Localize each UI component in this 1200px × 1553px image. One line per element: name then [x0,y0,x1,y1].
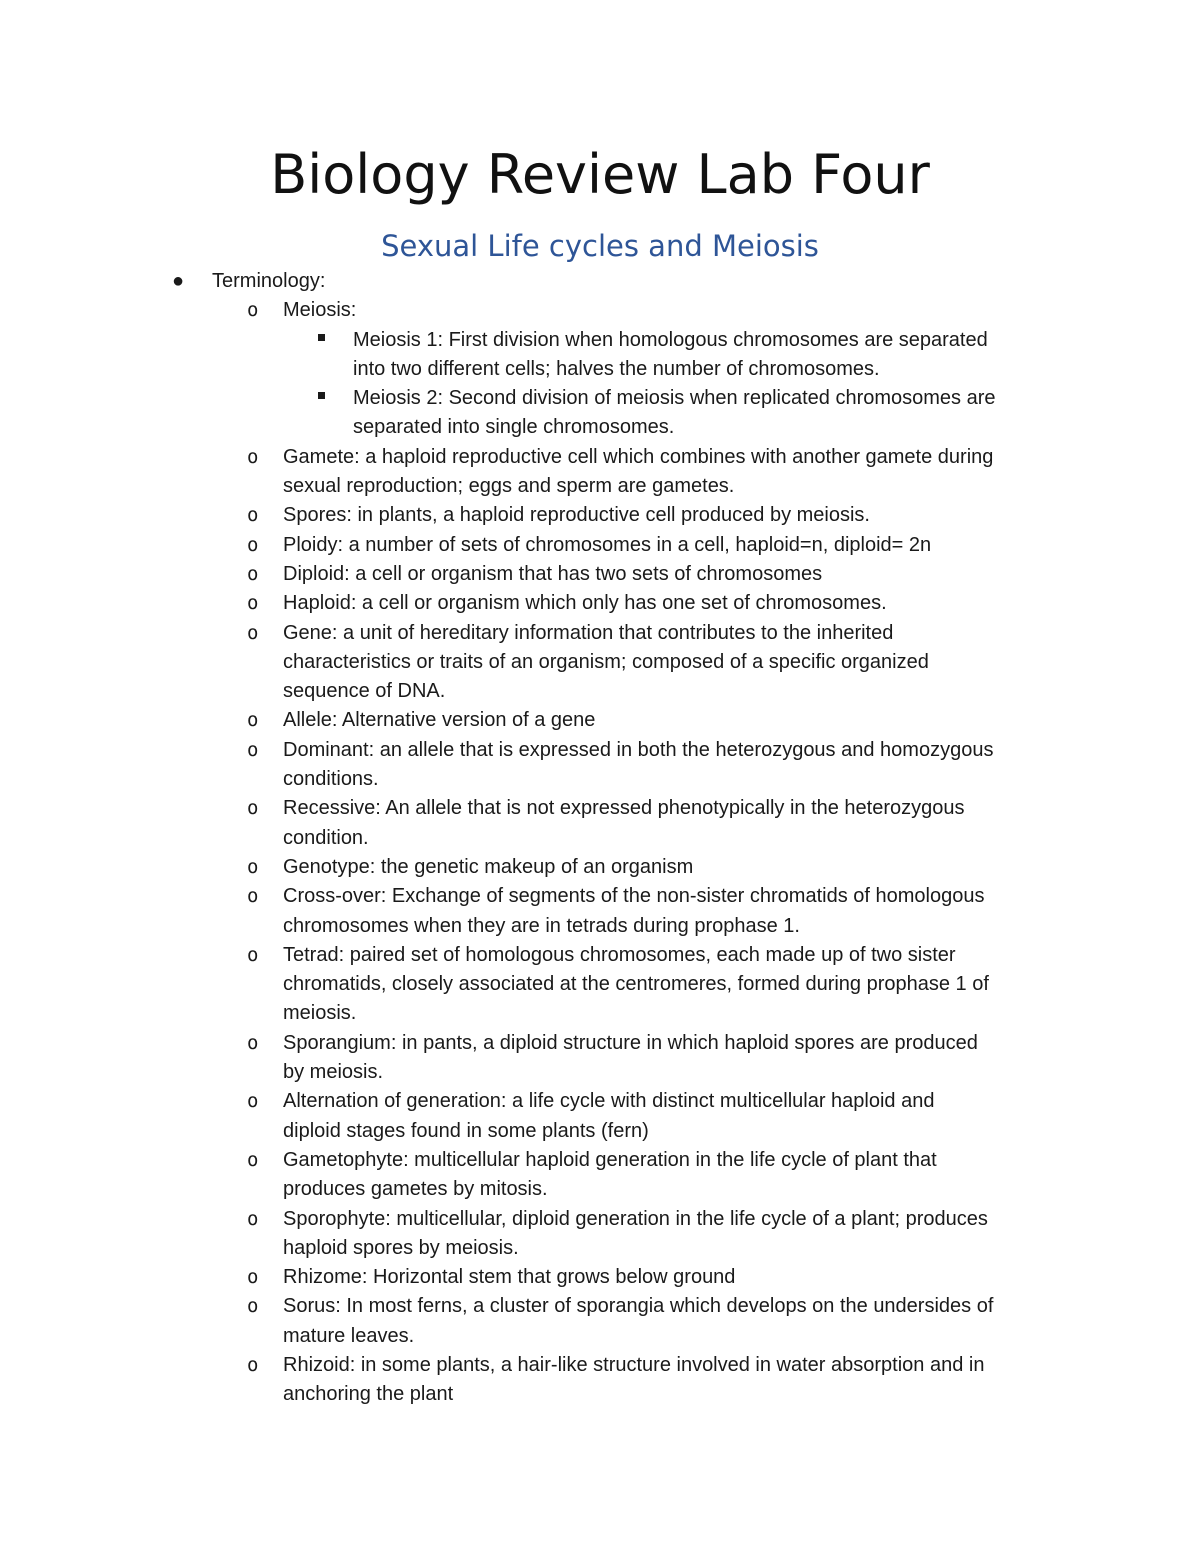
list-item-text-line: sequence of DNA. [283,680,446,703]
circle-bullet-icon: o [247,504,259,527]
list-item-text-line: Gamete: a haploid reproductive cell which combines with another gamete during [283,445,994,468]
list-item [0,326,1200,385]
list-item-text-line: meiosis. [283,1002,357,1025]
list-item-text-line: diploid stages found in some plants (fern) [283,1119,649,1142]
circle-bullet-icon: o [247,562,259,585]
list-item [0,1087,1200,1146]
list-item-text-line: chromosomes when they are in tetrads during prophase 1. [283,914,800,937]
circle-bullet-icon: o [247,1148,259,1171]
list-item-text-line: chromatids, closely associated at the centromeres, formed during prophase 1 of [283,973,989,996]
list-item-meiosis [0,296,1200,325]
circle-bullet-icon: o [247,1295,259,1318]
list-item [0,1205,1200,1264]
circle-bullet-icon: o [247,592,259,615]
square-bullet-icon [318,384,325,413]
list-item-text-line: Gene: a unit of hereditary information that contributes to the inherited [283,621,894,644]
list-item [0,619,1200,707]
list-item [0,384,1200,443]
list-item [0,531,1200,560]
circle-bullet-icon: o [247,1090,259,1113]
list-item-text-line: produces gametes by mitosis. [283,1178,548,1201]
list-item-text-line: Gametophyte: multicellular haploid generation in the life cycle of plant that [283,1148,937,1171]
list-item-text-line: Diploid: a cell or organism that has two sets of chromosomes [283,562,823,585]
list-item-text-line: into two different cells; halves the number of chromosomes. [353,357,880,380]
list-item-text-line: anchoring the plant [283,1383,454,1406]
circle-bullet-icon: o [247,1266,259,1289]
list-item [0,794,1200,853]
circle-bullet-icon: o [247,797,259,820]
circle-bullet-icon: o [247,1207,259,1230]
list-item-text-line: Allele: Alternative version of a gene [283,709,596,732]
document-title: Biology Review Lab Four [270,143,930,206]
list-item [0,853,1200,882]
list-item-text-line: Sorus: In most ferns, a cluster of sporangia which develops on the undersides of [283,1295,994,1318]
list-item [0,560,1200,589]
list-item-text-line: Alternation of generation: a life cycle with distinct multicellular haploid and [283,1090,935,1113]
disc-bullet-icon: ● [172,270,185,292]
list-item-text: Meiosis: [283,299,357,322]
list-item-text-line: Tetrad: paired set of homologous chromosomes, each made up of two sister [283,943,956,966]
circle-bullet-icon: o [247,738,259,761]
list-item-text-line: Recessive: An allele that is not expressed phenotypically in the heterozygous [283,797,965,820]
list-item [0,1263,1200,1292]
list-item [0,736,1200,795]
list-item-text-line: Cross-over: Exchange of segments of the non-sister chromatids of homologous [283,885,985,908]
circle-bullet-icon: o [247,885,259,908]
square-bullet-icon [318,326,325,355]
list-item-text-line: Ploidy: a number of sets of chromosomes in a cell, haploid=n, diploid= 2n [283,533,932,556]
circle-bullet-icon: o [247,445,259,468]
list-item-text-line: Dominant: an allele that is expressed in both the heterozygous and homozygous [283,738,994,761]
list-item [0,1351,1200,1410]
list-item-text-line: characteristics or traits of an organism; composed of a specific organized [283,650,929,673]
square-bullet-shape [318,334,325,341]
list-item-text-line: Rhizome: Horizontal stem that grows below ground [283,1266,736,1289]
circle-bullet-icon: o [247,299,259,322]
list-item-text-line: Meiosis 1: First division when homologous chromosomes are separated [353,328,988,351]
circle-bullet-icon: o [247,855,259,878]
list-item-text-line: Haploid: a cell or organism which only has one set of chromosomes. [283,592,887,615]
list-item [0,882,1200,941]
list-item-text-line: condition. [283,826,369,849]
circle-bullet-icon: o [247,943,259,966]
list-item [0,941,1200,1029]
circle-bullet-icon: o [247,709,259,732]
circle-bullet-icon: o [247,533,259,556]
list-item-terminology [0,267,1200,296]
list-item-text-line: Rhizoid: in some plants, a hair-like structure involved in water absorption and in [283,1353,985,1376]
list-item-text-line: conditions. [283,768,379,791]
list-item [0,1029,1200,1088]
list-item-text-line: Sporophyte: multicellular, diploid generation in the life cycle of a plant; produces [283,1207,988,1230]
list-item-text: Terminology: [212,270,326,292]
list-item [0,443,1200,502]
document-subtitle: Sexual Life cycles and Meiosis [381,229,819,263]
list-item-text-line: separated into single chromosomes. [353,416,675,439]
list-item-text-line: haploid spores by meiosis. [283,1236,519,1259]
list-item-text-line: Meiosis 2: Second division of meiosis when replicated chromosomes are [353,387,996,410]
circle-bullet-icon: o [247,1031,259,1054]
list-item-text-line: by meiosis. [283,1061,384,1084]
list-item [0,589,1200,618]
circle-bullet-icon: o [247,1353,259,1376]
list-item-text-line: Spores: in plants, a haploid reproductive cell produced by meiosis. [283,504,870,527]
list-item-text-line: Genotype: the genetic makeup of an organism [283,855,694,878]
list-item [0,501,1200,530]
list-item-text-line: mature leaves. [283,1324,415,1347]
list-item [0,706,1200,735]
list-item-text-line: Sporangium: in pants, a diploid structure in which haploid spores are produced [283,1031,978,1054]
list-item [0,1292,1200,1351]
circle-bullet-icon: o [247,621,259,644]
list-item-text-line: sexual reproduction; eggs and sperm are gametes. [283,475,735,498]
definitions-list [0,326,1200,1410]
list-item [0,1146,1200,1205]
terminology-list [0,267,1200,1410]
square-bullet-shape [318,392,325,399]
